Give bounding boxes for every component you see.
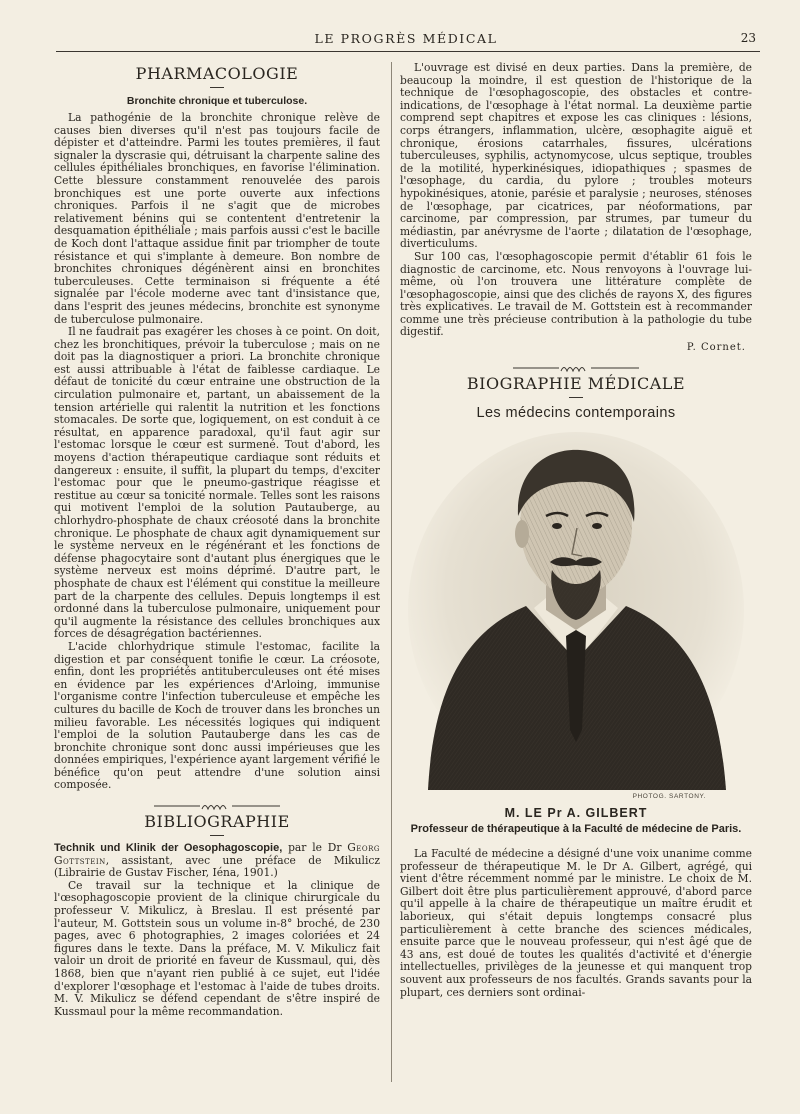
biographie-subtitle: Les médecins contemporains [476,405,676,422]
portrait-role: Professeur de thérapeutique à la Faculté de médecine de Paris. [410,823,742,836]
pharmacologie-paragraph-2: Il ne faudrait pas exagérer les choses à ce point. On doit, chez les bronchitiques, prévoir la tuberculose ; mais on ne doit pas la diagnostiquer a priori. La bronchite chronique est aussi attribuable à l'état de faiblesse cardiaque. Le défaut de tonicité du cœur entraine une obstruction de la circulation pulmonaire et, partant, un abaissement de la tension artérielle qui ralentit la nutrition et les fonctions stomacales. De sorte que, logiquement, on est conduit à ce résultat, en apparence paradoxal, qu'il faut agir sur l'estomac lorsque le cœur est surmené. Tout d'abord, les moyens d'action thérapeutique cardiaque sont réduits et dangereux : ensuite, il suffit, la plupart du temps, d'exciter l'estomac pour que le pneumo-gastrique réagisse et restitue au cœur sa tonicité normale. Telles sont les raisons qui motivent l'emploi de la solution Pautauberge, au chlorhydro-phosphate de chaux créosoté dans la bronchite chronique. Le phosphate de chaux agit dynamiquement sur le système nerveux en le régénérant et les fonctions de défense phagocytaire sont d'autant plus énergiques que le système nerveux est moins déprimé. D'autre part, le phosphate de chaux est l'élément qui constitue la meilleure part de la charpente des cellules. Depuis longtemps il est ordonné dans la tuberculose pulmonaire, uniquement pour qu'il augmente la résistance des cellules bronchiques aux forces de désagrégation bactériennes. [54,325,380,641]
bibliographie-title: BIBLIOGRAPHIE [144,812,290,832]
book-author-prefix: par le Dr [282,841,348,855]
section-flourish [400,358,752,368]
review-signature: P. Cornet. [686,342,746,354]
portrait-engraving-icon [400,430,752,802]
portrait [400,430,752,802]
left-column [54,62,380,1092]
title-dash [569,397,583,398]
photo-credit: PHOTOG. SARTONY. [632,793,706,801]
portrait-name: M. LE Pr A. GILBERT [504,806,648,821]
title-dash [210,835,224,836]
column-divider [391,62,392,1082]
pharmacologie-paragraph-3: L'acide chlorhydrique stimule l'estomac, facilite la digestion et par conséquent tonifie le cœur. La créosote, enfin, dont les propriétés antituberculeuses ont été mises en évidence par les expériences d'Arloing, immunise l'organisme contre l'infection tuberculeuse et empêche les cultures du bacille de Koch de trouver dans les bronches un milieu favorable. Les nécessités logiques qui indiquent l'emploi de la solution Pautauberge dans les cas de bronchite chronique sont donc aussi impérieuses que les données empiriques, l'expérience ayant largement vérifié le bénéfice qu'on peut attendre d'une solution ainsi composée. [54,639,380,792]
section-flourish [54,796,380,806]
biographie-paragraph: La Faculté de médecine a désigné d'une voix unanime comme professeur de thérapeutique M. le Dr A. Gilbert, agrégé, qui vient d'être récemment nommé par le ministre. Le choix de M. Gilbert doit être plus particulièrement approuvé, d'abord parce qu'il appelle à la chaire de thérapeutique un maître érudit et laborieux, qui s'était depuis longtemps consacré plus particulièrement à cette branche des sciences médicales, ensuite parce que le nouveau professeur, qui n'est âgé que de 43 ans, est doué de toutes les qualités d'activité et d'énergie intellectuelles, privilèges de la jeunesse et qui manquent trop souvent aux professeurs de nos facultés. Grands savants pour la plupart, ces derniers sont ordinai- [400,847,752,999]
pharmacologie-paragraph-1: La pathogénie de la bronchite chronique relève de causes bien diverses qu'il n'est pas toujours facile de dépister et d'atteindre. Parmi les toutes premières, il faut signaler la dyscrasie qui, détruisant la charpente saline des cellules épithéliales bronchiques, en favorise l'élimination. Cette blessure constamment renouvelée des parois bronchiques est une porte ouverte aux infections chroniques. Parfois il ne s'agit que de microbes relativement bénins qui se contentent d'entretenir la desquamation épithéliale ; mais parfois aussi c'est le bacille de Koch dont l'attaque assidue finit par triompher de toute résistance et qui s'implante à demeure. Bon nombre de bronchites chroniques dégénèrent ainsi en bronchites tuberculeuses. Cette terminaison si fréquente a été signalée par l'école moderne avec tant d'insistance que, dans l'esprit des jeunes médecins, bronchite est synonyme de tuberculose pulmonaire. [54,111,380,326]
bibliographie-suite-paragraph-2: Sur 100 cas, l'œsophagoscopie permit d'établir 61 fois le diagnostic de carcinome, etc. Nous renvoyons à l'ouvrage lui-même, où l'on trouvera une littérature complète de l'œsophagoscopie, ainsi que des clichés de rayons X, des figures très explicatives. Le travail de M. Gottstein est à recommander comme une très précieuse contribution à la pathologie du tube digestif. [400,249,752,339]
right-column [400,62,752,1102]
bibliographie-paragraph: Ce travail sur la technique et la clinique de l'œsophagoscopie provient de la clinique chirurgicale du professeur V. Mikulicz, à Breslau. Il est présenté par l'auteur, M. Gottstein sous un volume in-8° broché, de 230 pages, avec 6 photographies, 2 images coloriées et 24 figures dans le texte. Dans la préface, M. V. Mikulicz fait valoir un droit de priorité en faveur de Kussmaul, qui, dès 1868, bien que n'ayant rien publié à ce sujet, eut l'idée d'explorer l'œsophage et l'estomac à l'aide de tubes droits. M. V. Mikulicz se défend cependant de s'être inspiré de Kussmaul pour la même recommandation. [54,878,380,1018]
header-rule [56,51,760,52]
book-title: Technik und Klinik der Oesophagoscopie, [54,842,283,855]
book-author: Georg Gottstein [54,841,380,867]
running-head [56,29,756,49]
book-details: , assistant, avec une préface de Mikulicz (Librairie de Gustav Fischer, Iéna, 1901.) [54,853,380,880]
page-number: 23 [740,31,756,45]
pharmacologie-subtitle: Bronchite chronique et tuberculose. [126,95,308,107]
running-title: LE PROGRÈS MÉDICAL [314,31,498,46]
flourish-ornament-icon [511,363,641,373]
pharmacologie-title: PHARMACOLOGIE [135,64,299,83]
biographie-title: BIOGRAPHIE MÉDICALE [466,374,686,394]
title-dash [210,87,224,88]
book-reference [54,842,380,880]
flourish-ornament-icon [152,801,282,811]
bibliographie-suite-paragraph-1: L'ouvrage est divisé en deux parties. Dans la première, de beaucoup la moindre, il est question de l'historique de la technique de l'œsophagoscopie, des obstacles et contre-indications, de l'œsophage à l'état normal. La deuxième partie comprend sept chapitres et expose les cas cliniques : lésions, corps étrangers, inflammation, ulcère, œsophagite aiguë et chronique, érosions catarrhales, fissures, ulcérations tuberculeuses, syphilis, actynomycose, ulcus septique, troubles de la motilité, hyperkinésiques, idiopathiques ; spasmes de l'œsophage, du cardia, du pylore ; troubles moteurs hypokinésiques, atonie, parésie et paralysie ; neuroses, sténoses de l'œsophage, par cicatrices, par néoformations, par carcinome, par compression, par strumes, par tumeur du médiastin, par anévrysme de l'aorte ; dilatation de l'œsophage, diverticulums. [400,62,752,251]
